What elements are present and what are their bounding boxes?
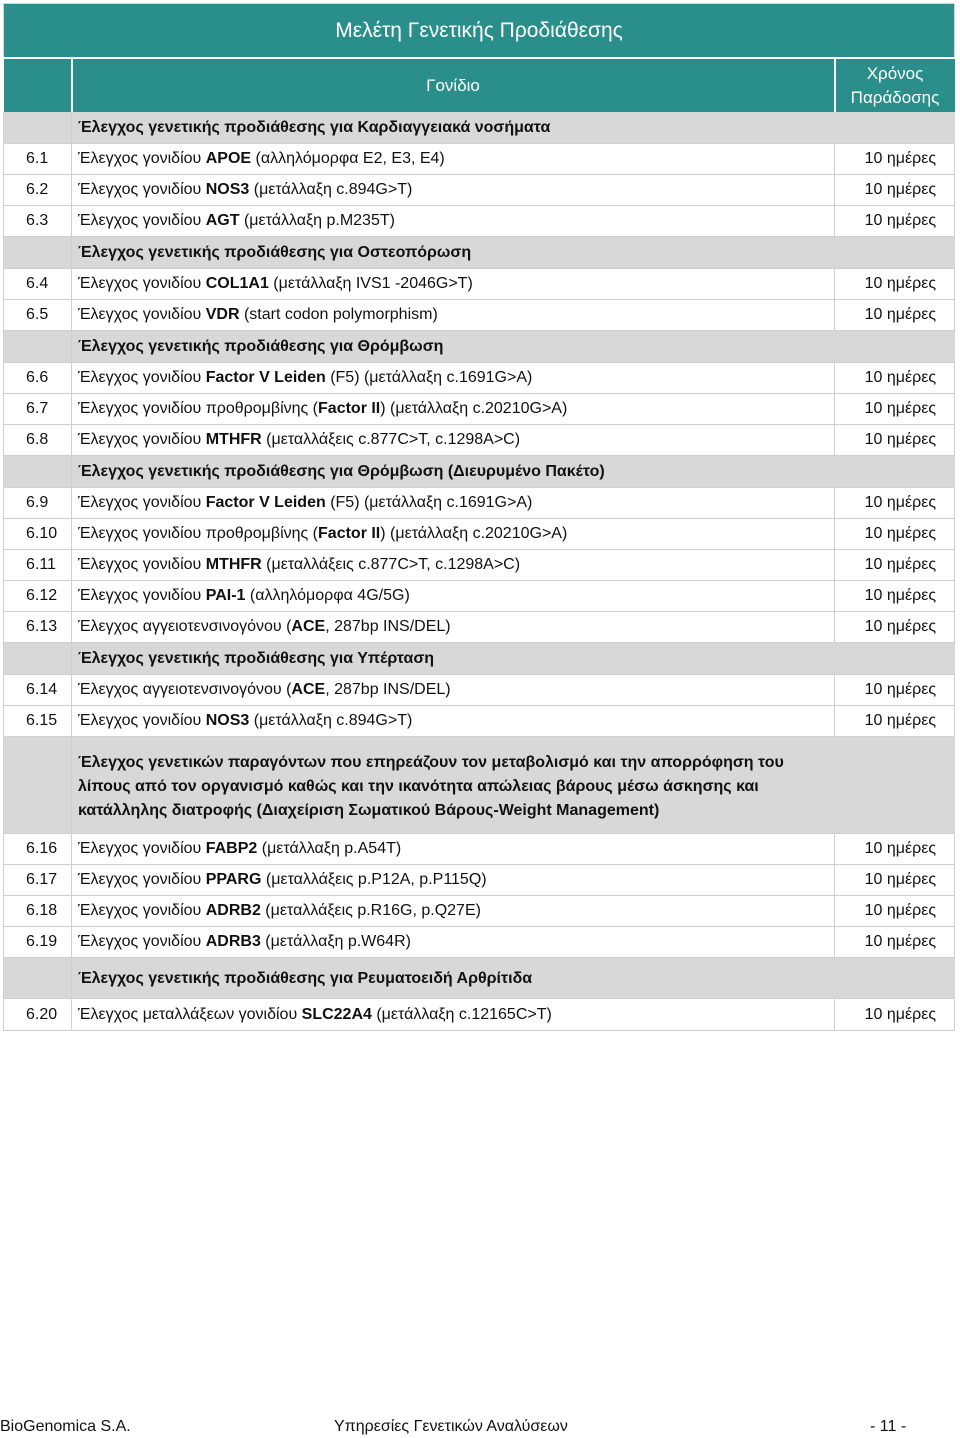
test-description: [72, 488, 835, 519]
test-description-prefix: Έλεγχος γονιδίου: [78, 871, 206, 888]
delivery-time: 10 ημέρες: [835, 550, 955, 581]
delivery-time: 10 ημέρες: [835, 394, 955, 425]
test-description: [72, 581, 835, 612]
test-description: [72, 425, 835, 456]
test-description-suffix: , 287bp INS/DEL): [325, 681, 451, 698]
table-body: [4, 112, 955, 1031]
test-number: 6.13: [4, 612, 72, 643]
table-row: [4, 519, 955, 550]
test-description: [72, 300, 835, 331]
table-row: [4, 706, 955, 737]
gene-name: PAI-1: [205, 587, 246, 604]
section-title: Έλεγχος γενετικής προδιάθεσης για Ρευματοειδή Αρθρίτιδα: [72, 958, 835, 999]
delivery-time: 10 ημέρες: [835, 675, 955, 706]
test-description: [72, 896, 835, 927]
table-row: [4, 488, 955, 519]
section-number-cell: [4, 958, 72, 999]
table-row: [4, 206, 955, 237]
section-time-cell: [835, 643, 955, 675]
test-description-suffix: (μεταλλάξεις p.P12A, p.P115Q): [261, 871, 487, 888]
gene-name: Factor V Leiden: [205, 369, 326, 386]
test-description-suffix: (μετάλλαξη c.12165C>T): [371, 1005, 552, 1023]
delivery-time: 10 ημέρες: [835, 144, 955, 175]
section-row: [4, 237, 955, 269]
test-number: 6.18: [4, 896, 72, 927]
test-number: 6.5: [4, 300, 72, 331]
test-number: 6.15: [4, 706, 72, 737]
page-footer: [0, 1418, 960, 1438]
table-row: [4, 612, 955, 643]
section-number-cell: [4, 456, 72, 488]
gene-name: Factor V Leiden: [205, 494, 326, 511]
gene-name: NOS3: [205, 712, 250, 729]
test-description-prefix: Έλεγχος γονιδίου προθρομβίνης (: [78, 400, 319, 417]
test-number: 6.19: [4, 927, 72, 958]
section-number-cell: [4, 112, 72, 144]
section-time-cell: [835, 737, 955, 834]
table-row: [4, 394, 955, 425]
gene-name: NOS3: [205, 181, 250, 198]
test-description: [72, 394, 835, 425]
test-number: 6.1: [4, 144, 72, 175]
test-description-suffix: , 287bp INS/DEL): [325, 618, 451, 635]
test-description-prefix: Έλεγχος γονιδίου: [78, 556, 206, 573]
delivery-time: 10 ημέρες: [835, 999, 955, 1031]
test-description: [72, 834, 835, 865]
table-row: [4, 834, 955, 865]
table-row: [4, 300, 955, 331]
test-description-suffix: (μεταλλάξεις c.877C>T, c.1298A>C): [261, 556, 521, 573]
test-number: 6.6: [4, 363, 72, 394]
delivery-time-header-line2: Παράδοσης: [850, 87, 940, 107]
section-number-cell: [4, 643, 72, 675]
delivery-time: 10 ημέρες: [835, 706, 955, 737]
test-number: 6.3: [4, 206, 72, 237]
test-description: [72, 519, 835, 550]
gene-name: ACE: [291, 681, 326, 698]
table-row: [4, 675, 955, 706]
section-title: Έλεγχος γενετικής προδιάθεσης για Καρδιαγγειακά νοσήματα: [72, 112, 835, 144]
test-number: 6.9: [4, 488, 72, 519]
test-description-suffix: (μετάλλαξη p.M235T): [239, 212, 395, 229]
test-number: 6.10: [4, 519, 72, 550]
table-row: [4, 550, 955, 581]
test-number: 6.14: [4, 675, 72, 706]
section-time-cell: [835, 958, 955, 999]
number-column-header: [4, 58, 72, 112]
genetic-tests-table: [3, 3, 955, 1031]
test-number: 6.12: [4, 581, 72, 612]
delivery-time: 10 ημέρες: [835, 519, 955, 550]
gene-name: Factor II: [318, 400, 381, 417]
test-description-suffix: (μετάλλαξη p.A54T): [257, 840, 402, 857]
test-description-prefix: Έλεγχος γονιδίου προθρομβίνης (: [78, 525, 319, 542]
section-time-cell: [835, 237, 955, 269]
test-description: [72, 206, 835, 237]
test-description-suffix: (start codon polymorphism): [239, 306, 438, 323]
test-description: [72, 927, 835, 958]
gene-name: APOE: [205, 150, 252, 167]
section-title: Έλεγχος γενετικής προδιάθεσης για Οστεοπόρωση: [72, 237, 835, 269]
header-row: [4, 58, 955, 112]
test-description-suffix: ) (μετάλλαξη c.20210G>A): [380, 525, 568, 542]
delivery-time: 10 ημέρες: [835, 300, 955, 331]
table-row: [4, 896, 955, 927]
table-row: [4, 999, 955, 1031]
delivery-time: 10 ημέρες: [835, 363, 955, 394]
test-description-prefix: Έλεγχος γονιδίου: [78, 902, 206, 919]
delivery-time-column-header: [835, 58, 955, 112]
delivery-time: 10 ημέρες: [835, 425, 955, 456]
section-row: [4, 643, 955, 675]
gene-name: FABP2: [205, 840, 258, 857]
test-description: [72, 706, 835, 737]
test-description-suffix: (F5) (μετάλλαξη c.1691G>A): [325, 494, 533, 511]
gene-column-header: Γονίδιο: [72, 58, 835, 112]
gene-name: MTHFR: [205, 431, 262, 448]
test-description-prefix: Έλεγχος γονιδίου: [78, 212, 206, 229]
test-number: 6.17: [4, 865, 72, 896]
test-description: [72, 999, 835, 1031]
section-time-cell: [835, 112, 955, 144]
delivery-time: 10 ημέρες: [835, 269, 955, 300]
test-description-prefix: Έλεγχος γονιδίου: [78, 150, 206, 167]
delivery-time: 10 ημέρες: [835, 612, 955, 643]
section-title: Έλεγχος γενετικής προδιάθεσης για Θρόμβωση: [72, 331, 835, 363]
test-description-prefix: Έλεγχος γονιδίου: [78, 369, 206, 386]
test-description-prefix: Έλεγχος γονιδίου: [78, 712, 206, 729]
gene-name: COL1A1: [205, 275, 269, 292]
section-row: [4, 331, 955, 363]
test-description: [72, 363, 835, 394]
test-number: 6.2: [4, 175, 72, 206]
section-number-cell: [4, 331, 72, 363]
test-description-suffix: (αλληλόμορφα Ε2, Ε3, Ε4): [251, 150, 445, 167]
section-row: [4, 958, 955, 999]
gene-name: VDR: [205, 306, 240, 323]
section-time-cell: [835, 331, 955, 363]
test-description: [72, 865, 835, 896]
test-description-prefix: Έλεγχος γονιδίου: [78, 431, 206, 448]
test-description-prefix: Έλεγχος αγγειοτενσινογόνου (: [78, 618, 292, 635]
footer-department: Υπηρεσίες Γενετικών Αναλύσεων: [334, 1418, 568, 1435]
test-description-suffix: (μεταλλάξεις c.877C>T, c.1298A>C): [261, 431, 521, 448]
table-row: [4, 269, 955, 300]
test-description-prefix: Έλεγχος γονιδίου: [78, 840, 206, 857]
delivery-time: 10 ημέρες: [835, 581, 955, 612]
test-description-prefix: Έλεγχος μεταλλάξεων γονιδίου: [78, 1005, 302, 1023]
section-number-cell: [4, 737, 72, 834]
table-row: [4, 144, 955, 175]
test-description: [72, 550, 835, 581]
delivery-time: 10 ημέρες: [835, 175, 955, 206]
section-row: [4, 737, 955, 834]
gene-name: Factor II: [318, 525, 381, 542]
test-description-suffix: ) (μετάλλαξη c.20210G>A): [380, 400, 568, 417]
footer-company: BioGenomica S.A.: [0, 1418, 131, 1435]
delivery-time: 10 ημέρες: [835, 488, 955, 519]
section-title: Έλεγχος γενετικής προδιάθεσης για Υπέρταση: [72, 643, 835, 675]
section-row: [4, 112, 955, 144]
test-description-prefix: Έλεγχος γονιδίου: [78, 306, 206, 323]
test-number: 6.16: [4, 834, 72, 865]
test-description-suffix: (μετάλλαξη IVS1 -2046G>T): [268, 275, 473, 292]
test-description-suffix: (μετάλλαξη p.W64R): [260, 933, 411, 950]
gene-name: ADRB2: [205, 902, 261, 919]
delivery-time: 10 ημέρες: [835, 834, 955, 865]
test-number: 6.7: [4, 394, 72, 425]
test-description-suffix: (F5) (μετάλλαξη c.1691G>A): [325, 369, 533, 386]
section-title: Έλεγχος γενετικών παραγόντων που επηρεάζουν τον μεταβολισμό και την απορρόφηση του λίπους από τον οργανισμό καθώς και την ικανότητα απώλειας βάρους μέσω άσκησης και κατάλληλης διατροφής (Διαχείριση Σωματικού Βάρους-Weight Management): [72, 737, 835, 834]
test-description-suffix: (αλληλόμορφα 4G/5G): [245, 587, 410, 604]
table-row: [4, 175, 955, 206]
gene-name: SLC22A4: [301, 1005, 372, 1023]
section-title: Έλεγχος γενετικής προδιάθεσης για Θρόμβωση (Διευρυμένο Πακέτο): [72, 456, 835, 488]
test-number: 6.8: [4, 425, 72, 456]
test-description: [72, 269, 835, 300]
test-description-prefix: Έλεγχος γονιδίου: [78, 933, 206, 950]
footer-page-number: - 11 -: [870, 1418, 907, 1435]
test-description-suffix: (μεταλλάξεις p.R16G, p.Q27E): [260, 902, 481, 919]
test-number: 6.20: [4, 999, 72, 1031]
test-description-prefix: Έλεγχος γονιδίου: [78, 275, 206, 292]
test-description: [72, 612, 835, 643]
test-description-prefix: Έλεγχος γονιδίου: [78, 494, 206, 511]
pricing-table: [3, 3, 954, 1031]
gene-name: AGT: [205, 212, 240, 229]
gene-name: MTHFR: [205, 556, 262, 573]
test-description: [72, 144, 835, 175]
table-row: [4, 425, 955, 456]
section-time-cell: [835, 456, 955, 488]
table-row: [4, 865, 955, 896]
gene-name: ADRB3: [205, 933, 261, 950]
table-title: Μελέτη Γενετικής Προδιάθεσης: [4, 4, 955, 59]
section-row: [4, 456, 955, 488]
test-description-prefix: Έλεγχος αγγειοτενσινογόνου (: [78, 681, 292, 698]
test-description-prefix: Έλεγχος γονιδίου: [78, 181, 206, 198]
delivery-time: 10 ημέρες: [835, 206, 955, 237]
test-description: [72, 675, 835, 706]
test-number: 6.11: [4, 550, 72, 581]
test-number: 6.4: [4, 269, 72, 300]
test-description-suffix: (μετάλλαξη c.894G>T): [249, 712, 413, 729]
gene-name: PPARG: [205, 871, 262, 888]
delivery-time: 10 ημέρες: [835, 896, 955, 927]
table-row: [4, 363, 955, 394]
delivery-time: 10 ημέρες: [835, 865, 955, 896]
delivery-time: 10 ημέρες: [835, 927, 955, 958]
gene-name: ACE: [291, 618, 326, 635]
table-row: [4, 927, 955, 958]
test-description-prefix: Έλεγχος γονιδίου: [78, 587, 206, 604]
test-description: [72, 175, 835, 206]
table-row: [4, 581, 955, 612]
section-number-cell: [4, 237, 72, 269]
delivery-time-header-line1: Χρόνος: [866, 63, 924, 83]
test-description-suffix: (μετάλλαξη c.894G>T): [249, 181, 413, 198]
